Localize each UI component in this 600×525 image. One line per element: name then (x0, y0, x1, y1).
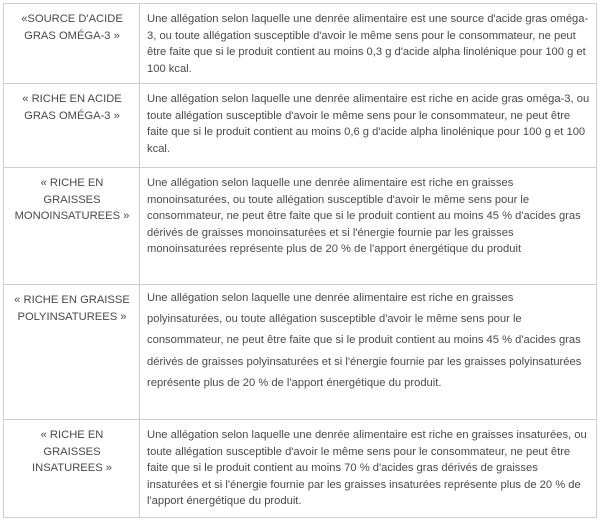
table-row (4, 84, 597, 168)
claim-label: «SOURCE D'ACIDE GRAS OMÉGA-3 » (4, 4, 140, 84)
claim-description: Une allégation selon laquelle une denrée alimentaire est une source d'acide gras oméga-3, ou toute allégation susceptible d'avoir le même sens pour le consommateur, ne peut être faite que si le produit contient au moins 0,3 g d'acide alpha linolénique pour 100 g et 100 kcal. (140, 4, 597, 84)
table-row (4, 168, 597, 285)
claim-label: « RICHE EN GRAISSES MONOINSATUREES » (4, 168, 140, 285)
table-row (4, 285, 597, 420)
claim-label: « RICHE EN ACIDE GRAS OMÉGA-3 » (4, 84, 140, 168)
nutrition-claims-table (3, 3, 597, 518)
table-row (4, 420, 597, 518)
claim-description: Une allégation selon laquelle une denrée alimentaire est riche en graisses polyinsaturées, ou toute allégation susceptible d'avoir le même sens pour le consommateur, ne peut être faite que si le produit contient au moins 45 % d'acides gras dérivés de graisses polyinsaturées et si l'énergie fournie par les graisses polyinsaturées représente plus de 20 % de l'apport énergétique du produit. (140, 285, 597, 420)
table-row (4, 4, 597, 84)
claim-description: Une allégation selon laquelle une denrée alimentaire est riche en acide gras oméga-3, ou toute allégation susceptible d'avoir le même sens pour le consommateur, ne peut être faite que si le produit contient au moins 0,6 g d'acide alpha linolénique pour 100 g et 100 kcal. (140, 84, 597, 168)
claim-description: Une allégation selon laquelle une denrée alimentaire est riche en graisses monoinsaturées, ou toute allégation susceptible d'avoir le même sens pour le consommateur, ne peut être faite que si le produit contient au moins 45 % d'acides gras dérivés de graisses monoinsaturées et si l'énergie fournie par les graisses monoinsaturées représente plus de 20 % de l'apport énergétique du produit (140, 168, 597, 285)
claim-description: Une allégation selon laquelle une denrée alimentaire est riche en graisses insaturées, ou toute allégation susceptible d'avoir le même sens pour le consommateur, ne peut être faite que si le produit contient au moins 70 % d'acides gras dérivés de graisses insaturées et si l'énergie fournie par les graisses insaturées représente plus de 20 % de l'apport énergétique du produit. (140, 420, 597, 518)
claim-label: « RICHE EN GRAISSES INSATUREES » (4, 420, 140, 518)
claim-label: « RICHE EN GRAISSE POLYINSATUREES » (4, 285, 140, 420)
